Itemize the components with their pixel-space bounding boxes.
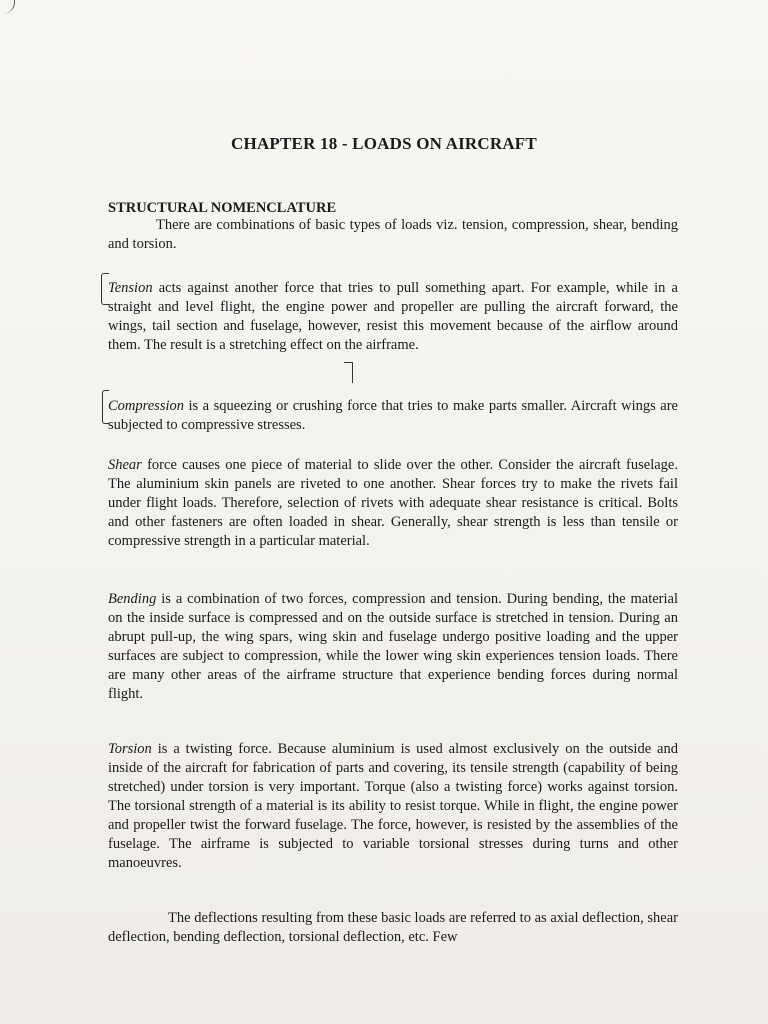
paragraph-text: force causes one piece of material to slide over the other. Consider the aircraft fuselage. The aluminium skin panels are riveted to one another. Shear forces try to make the rivets fail under flight loads. Therefore, selection of rivets with adequate shear resistance is critical. Bolts and other fasteners are often loaded in shear. Generally, shear strength is less than tensile or compressive strength in a particular material.	[108, 457, 678, 549]
term-tension: Tension	[108, 280, 153, 296]
tension-paragraph	[108, 279, 678, 355]
paragraph-text: acts against another force that tries to pull something apart. For example, while in a straight and level flight, the engine power and propeller are pulling the aircraft forward, the wings, tail section and fuselage, however, resist this movement because of the airflow around them. The result is a stretching effect on the airframe.	[108, 280, 678, 353]
shear-paragraph	[108, 456, 678, 551]
intro-paragraph	[108, 216, 678, 254]
paragraph-text: is a combination of two forces, compression and tension. During bending, the material on the inside surface is compressed and on the outside surface is stretched in tension. During an abrupt pull-up, the wing spars, wing skin and fuselage undergo positive loading and the upper surfaces are subject to compression, while the lower wing skin experiences tension loads. There are many other areas of the airframe structure that experience bending forces during normal flight.	[108, 591, 678, 702]
term-bending: Bending	[108, 591, 157, 607]
compression-paragraph	[108, 397, 678, 435]
term-torsion: Torsion	[108, 741, 152, 757]
closing-bracket	[344, 362, 353, 383]
term-compression: Compression	[108, 398, 184, 414]
chapter-title: CHAPTER 18 - LOADS ON AIRCRAFT	[231, 134, 537, 153]
deflection-paragraph	[108, 909, 678, 947]
bending-paragraph	[108, 590, 678, 704]
paragraph-text: The deflections resulting from these basic loads are referred to as axial deflection, shear deflection, bending deflection, torsional deflection, etc. Few	[108, 910, 678, 945]
paragraph-text: is a squeezing or crushing force that tries to make parts smaller. Aircraft wings are subjected to compressive stresses.	[108, 398, 678, 433]
torsion-paragraph	[108, 740, 678, 873]
paragraph-text: There are combinations of basic types of loads viz. tension, compression, shear, bending and torsion.	[108, 217, 678, 252]
pen-mark	[0, 0, 15, 14]
paragraph-text: is a twisting force. Because aluminium is used almost exclusively on the outside and inside of the aircraft for fabrication of parts and covering, its tensile strength (capability of being stretched) under torsion is very important. Torque (also a twisting force) works against torsion. The torsional strength of a material is its ability to resist torque. While in flight, the engine power and propeller twist the forward fuselage. The force, however, is resisted by the assemblies of the fuselage. The airframe is subjected to variable torsional stresses during turns and other manoeuvres.	[108, 741, 678, 871]
section-heading: STRUCTURAL NOMENCLATURE	[108, 200, 337, 216]
term-shear: Shear	[108, 457, 142, 473]
